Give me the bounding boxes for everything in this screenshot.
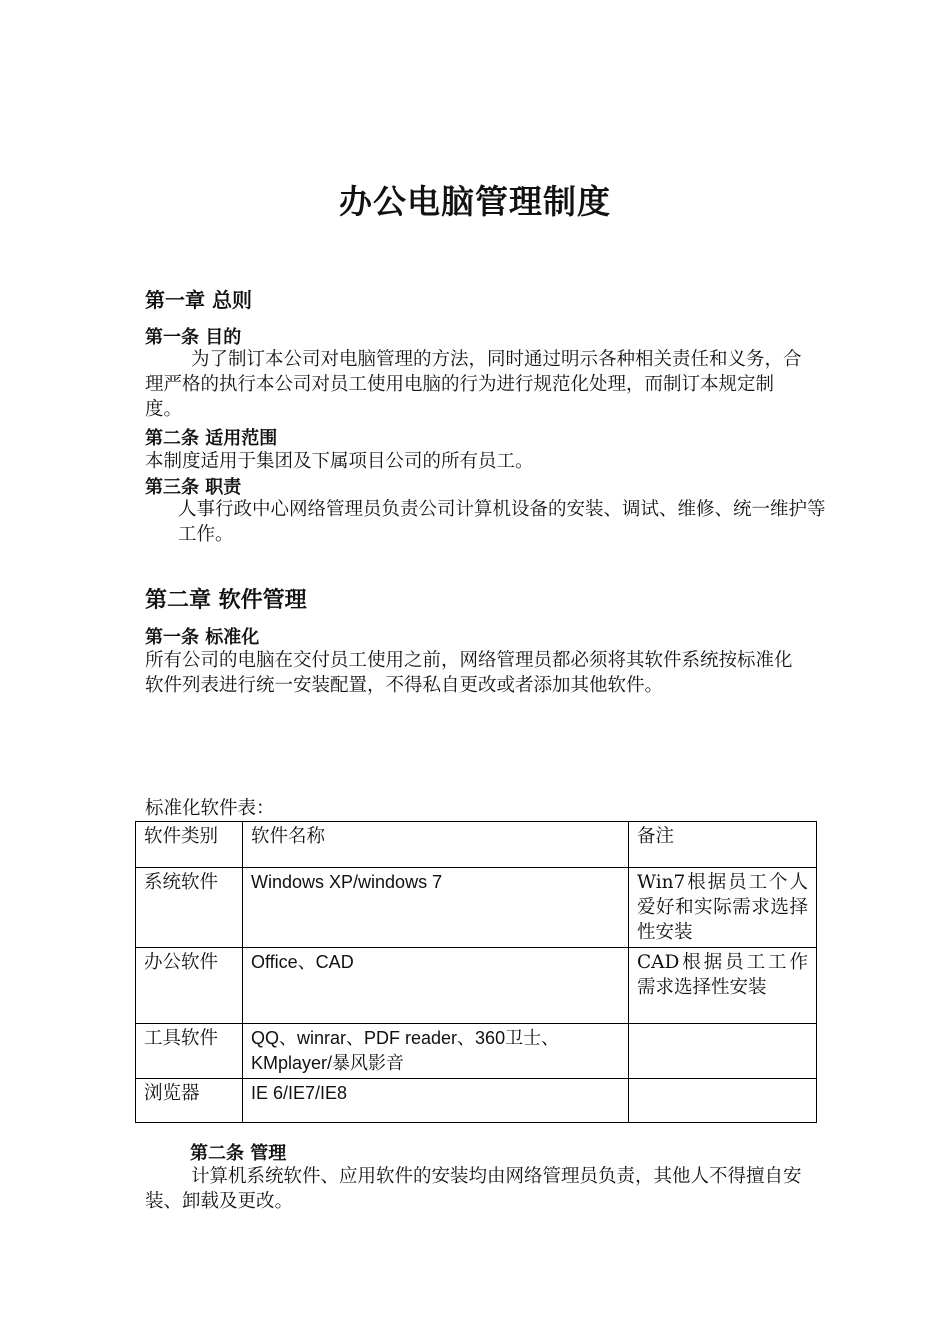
cell-name: QQ、winrar、PDF reader、360卫士、KMplayer/暴风影音 bbox=[243, 1024, 629, 1079]
chapter-2-article-1-heading: 第一条 标准化 bbox=[145, 627, 260, 648]
table-header-row bbox=[136, 822, 817, 868]
chapter-1-heading: 第一章 总则 bbox=[145, 288, 252, 312]
chapter-2-article-2-text: 计算机系统软件、应用软件的安装均由网络管理员负责，其他人不得擅自安装、卸载及更改。 bbox=[145, 1166, 802, 1212]
chapter-2-heading: 第二章 软件管理 bbox=[145, 588, 307, 613]
header-name: 软件名称 bbox=[243, 822, 629, 868]
table-row bbox=[136, 868, 817, 948]
software-table bbox=[135, 821, 817, 1123]
cell-note bbox=[629, 1079, 817, 1123]
chapter-1-article-3-text: 人事行政中心网络管理员负责公司计算机设备的安装、调试、维修、统一维护等工作。 bbox=[178, 499, 826, 545]
cell-name: Windows XP/windows 7 bbox=[243, 868, 629, 948]
cell-name: Office、CAD bbox=[243, 948, 629, 1024]
table-row bbox=[136, 1079, 817, 1123]
cell-name: IE 6/IE7/IE8 bbox=[243, 1079, 629, 1123]
cell-note: CAD根据员工工作需求选择性安装 bbox=[629, 948, 817, 1024]
chapter-1-article-1-text: 为了制订本公司对电脑管理的方法，同时通过明示各种相关责任和义务，合理严格的执行本公司对员工使用电脑的行为进行规范化处理，而制订本规定制度。 bbox=[145, 349, 802, 420]
header-note: 备注 bbox=[629, 822, 817, 868]
cell-category: 办公软件 bbox=[136, 948, 243, 1024]
document-title: 办公电脑管理制度 bbox=[339, 182, 611, 221]
table-row bbox=[136, 1024, 817, 1079]
cell-note bbox=[629, 1024, 817, 1079]
chapter-1-article-2-text: 本制度适用于集团及下属项目公司的所有员工。 bbox=[145, 451, 534, 472]
cell-category: 系统软件 bbox=[136, 868, 243, 948]
chapter-1-article-2-heading: 第二条 适用范围 bbox=[145, 428, 278, 449]
cell-note: Win7根据员工个人爱好和实际需求选择性安装 bbox=[629, 868, 817, 948]
chapter-2-article-2-heading: 第二条 管理 bbox=[190, 1143, 287, 1164]
chapter-1-article-1-heading: 第一条 目的 bbox=[145, 327, 242, 348]
cell-category: 工具软件 bbox=[136, 1024, 243, 1079]
table-caption: 标准化软件表： bbox=[145, 798, 275, 819]
chapter-2-article-1-text: 所有公司的电脑在交付员工使用之前，网络管理员都必须将其软件系统按标准化软件列表进行统一安装配置，不得私自更改或者添加其他软件。 bbox=[145, 650, 793, 696]
header-category: 软件类别 bbox=[136, 822, 243, 868]
table-row bbox=[136, 948, 817, 1024]
chapter-1-article-3-heading: 第三条 职责 bbox=[145, 477, 242, 498]
cell-category: 浏览器 bbox=[136, 1079, 243, 1123]
